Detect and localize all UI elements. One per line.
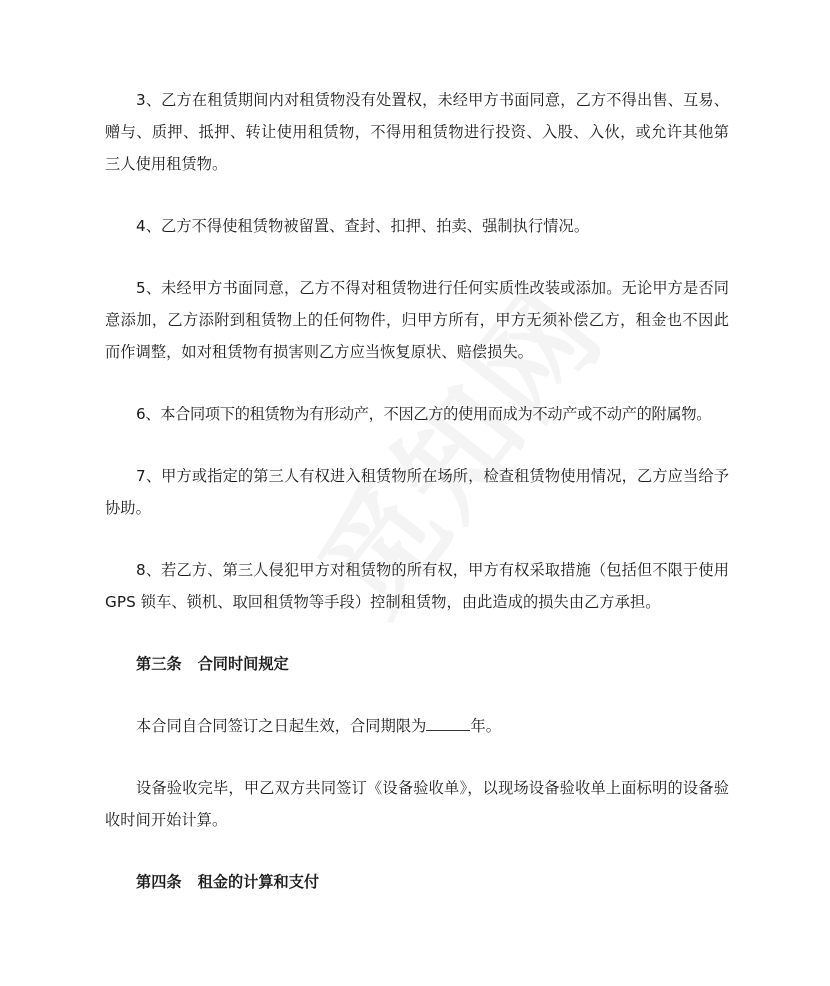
- clause-6: 6、本合同项下的租赁物为有形动产，不因乙方的使用而成为不动产或不动产的附属物。: [136, 405, 712, 423]
- article-3-heading: [105, 648, 729, 680]
- contract-term-paragraph: [105, 710, 729, 742]
- article-4-title: 租金的计算和支付: [197, 873, 320, 891]
- clause-5: 5、未经甲方书面同意，乙方不得对租赁物进行任何实质性改装或添加。无论甲方是否同意添加，乙方添附到租赁物上的任何物件，归甲方所有，甲方无须补偿乙方，租金也不因此而作调整，如对租赁物有损害则乙方应当恢复原状、赔偿损失。: [105, 279, 729, 361]
- clause-7: 7、甲方或指定的第三人有权进入租赁物所在场所，检查租赁物使用情况，乙方应当给予协助。: [105, 467, 729, 517]
- article-4-heading: [105, 866, 729, 898]
- clause-3: 3、乙方在租赁期间内对租赁物没有处置权，未经甲方书面同意，乙方不得出售、互易、赠与、质押、抵押、转让使用租赁物，不得用租赁物进行投资、入股、入伙，或允许其他第三人使用租赁物。: [105, 91, 729, 173]
- document-page: [105, 84, 729, 928]
- term-suffix: 年。: [470, 717, 502, 735]
- clause-8: 8、若乙方、第三人侵犯甲方对租赁物的所有权，甲方有权采取措施（包括但不限于使用 GPS 锁车、锁机、取回租赁物等手段）控制租赁物，由此造成的损失由乙方承担。: [105, 561, 729, 611]
- acceptance-paragraph: 设备验收完毕，甲乙双方共同签订《设备验收单》，以现场设备验收单上面标明的设备验收时间开始计算。: [105, 779, 729, 829]
- term-years-blank: [426, 716, 470, 731]
- article-3-number: 第三条: [136, 655, 182, 673]
- clause-4: 4、乙方不得使租赁物被留置、查封、扣押、拍卖、强制执行情况。: [136, 217, 590, 235]
- term-prefix: 本合同自合同签订之日起生效，合同期限为: [136, 717, 427, 735]
- article-3-title: 合同时间规定: [197, 655, 289, 673]
- article-4-number: 第四条: [136, 873, 182, 891]
